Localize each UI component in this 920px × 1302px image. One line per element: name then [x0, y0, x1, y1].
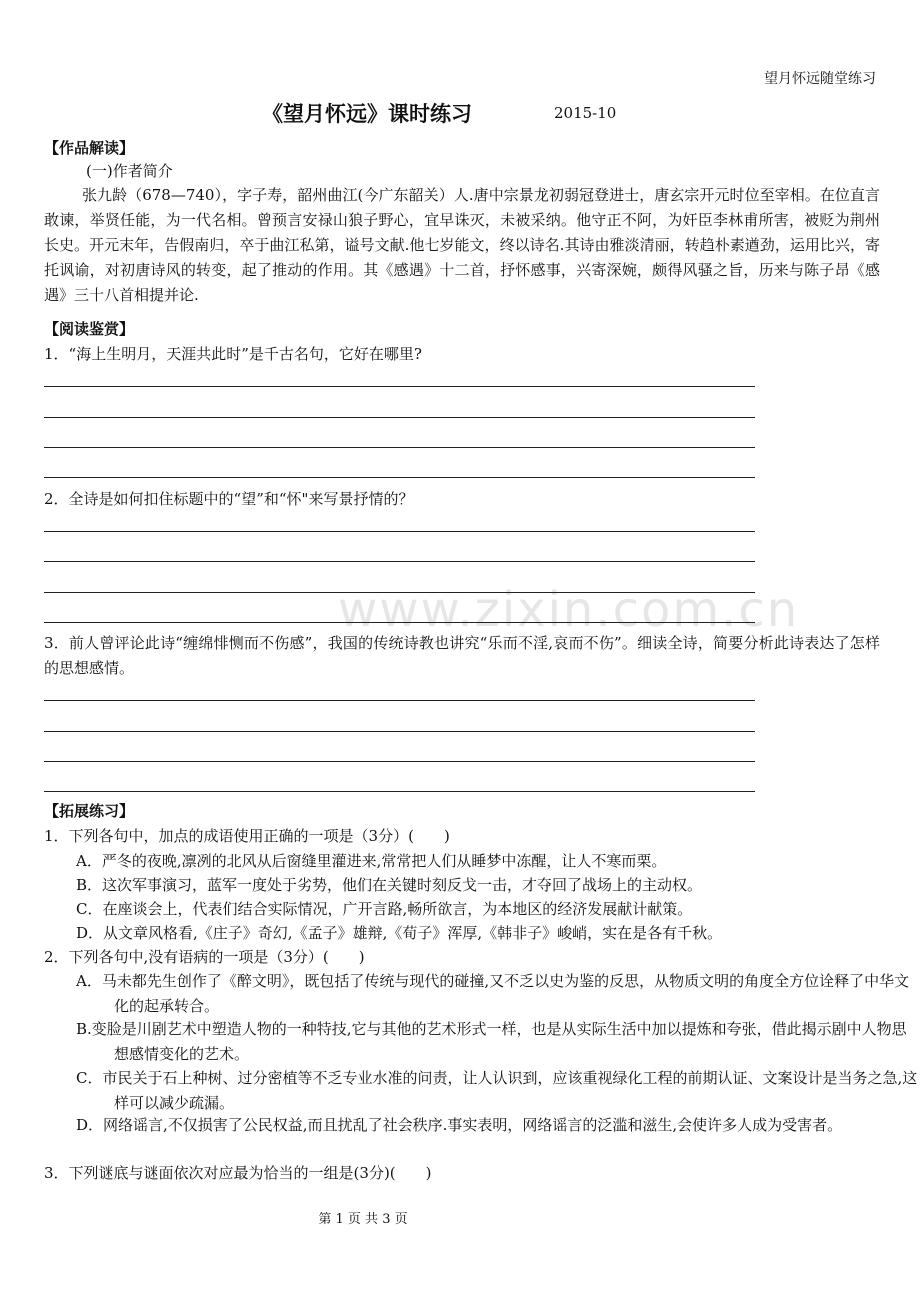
- answer-line: [44, 531, 755, 532]
- answer-line: [44, 731, 755, 732]
- page-title: 《望月怀远》课时练习: [262, 101, 472, 126]
- date-label: 2015-10: [554, 104, 617, 122]
- exercise-2-option-c: C．市民关于石上种树、过分密植等不乏专业水准的问责，让人认识到，应该重视绿化工程的前期认证、文案设计是当务之急,这样可以减少疏漏。: [76, 1069, 918, 1112]
- section-heading-interpretation: 【作品解读】: [44, 139, 135, 157]
- exercise-2-stem: 2．下列各句中,没有语病的一项是（3分）( ): [44, 948, 365, 966]
- exercise-1-option-d: D．从文章风格看,《庄子》奇幻,《孟子》雄辩,《荀子》浑厚,《韩非子》峻峭，实在是各有千秋。: [76, 924, 723, 942]
- exercise-1-option-a: A．严冬的夜晚,凛冽的北风从后窗缝里灌进来,常常把人们从睡梦中冻醒，让人不寒而栗。: [76, 852, 667, 870]
- answer-line: [44, 700, 755, 701]
- section-heading-appreciation: 【阅读鉴赏】: [44, 320, 135, 338]
- question-2: 2．全诗是如何扣住标题中的“望”和“怀"来写景抒情的？: [44, 490, 414, 508]
- answer-line: [44, 561, 755, 562]
- answer-line: [44, 791, 755, 792]
- author-biography: 张九龄（678—740），字子寿，韶州曲江(今广东韶关）人.唐中宗景龙初弱冠登进士，唐玄宗开元时位至宰相。在位直言敢谏，举贤任能，为一代名相。曾预言安禄山狼子野心，宜早诛灭，未被采纳。他守正不阿，为奸臣李林甫所害，被贬为荆州长史。开元末年，告假南归，卒于曲江私第，谥号文献.他七岁能文，终以诗名.其诗由雅淡清丽，转趋朴素遒劲，运用比兴，寄托讽谕，对初唐诗风的转变，起了推动的作用。其《感遇》十二首，抒怀感事，兴寄深婉，颇得风骚之旨，历来与陈子昂《感遇》三十八首相提并论.: [44, 186, 880, 304]
- author-subheading: (一)作者简介: [86, 162, 173, 180]
- question-3: 3．前人曾评论此诗“缠绵悱恻而不伤感”，我国的传统诗教也讲究“乐而不淫,哀而不伤”。细读全诗，简要分析此诗表达了怎样的思想感情。: [44, 634, 880, 677]
- exercise-2-option-d: D．网络谣言,不仅损害了公民权益,而且扰乱了社会秩序.事实表明，网络谣言的泛滥和滋生,会使许多人成为受害者。: [76, 1116, 843, 1134]
- question-1: 1．“海上生明月，天涯共此时”是千古名句，它好在哪里?: [44, 345, 422, 363]
- exercise-3-stem: 3．下列谜底与谜面依次对应最为恰当的一组是(3分)( ): [44, 1164, 432, 1182]
- exercise-2-option-a: A．马未都先生创作了《醉文明》，既包括了传统与现代的碰撞,又不乏以史为鉴的反思，从物质文明的角度全方位诠释了中华文化的起承转合。: [76, 972, 910, 1015]
- answer-line: [44, 622, 755, 623]
- answer-line: [44, 417, 755, 418]
- section-heading-extension: 【拓展练习】: [44, 802, 135, 820]
- exercise-2-option-b: B.变脸是川剧艺术中塑造人物的一种特技,它与其他的艺术形式一样，也是从实际生活中加以提炼和夸张，借此揭示剧中人物思想感情变化的艺术。: [76, 1020, 907, 1063]
- exercise-1-option-b: B．这次军事演习，蓝军一度处于劣势，他们在关键时刻反戈一击，才夺回了战场上的主动权。: [76, 876, 703, 894]
- answer-line: [44, 592, 755, 593]
- watermark: www.zixin.com.cn: [338, 582, 800, 638]
- running-header: 望月怀远随堂练习: [764, 71, 876, 87]
- answer-line: [44, 447, 755, 448]
- answer-line: [44, 761, 755, 762]
- exercise-1-stem: 1．下列各句中，加点的成语使用正确的一项是（3分）( ): [44, 827, 450, 845]
- answer-line: [44, 386, 755, 387]
- page-footer: 第 1 页 共 3 页: [318, 1212, 408, 1227]
- exercise-1-option-c: C．在座谈会上，代表们结合实际情况，广开言路,畅所欲言，为本地区的经济发展献计献策。: [76, 900, 693, 918]
- answer-line: [44, 477, 755, 478]
